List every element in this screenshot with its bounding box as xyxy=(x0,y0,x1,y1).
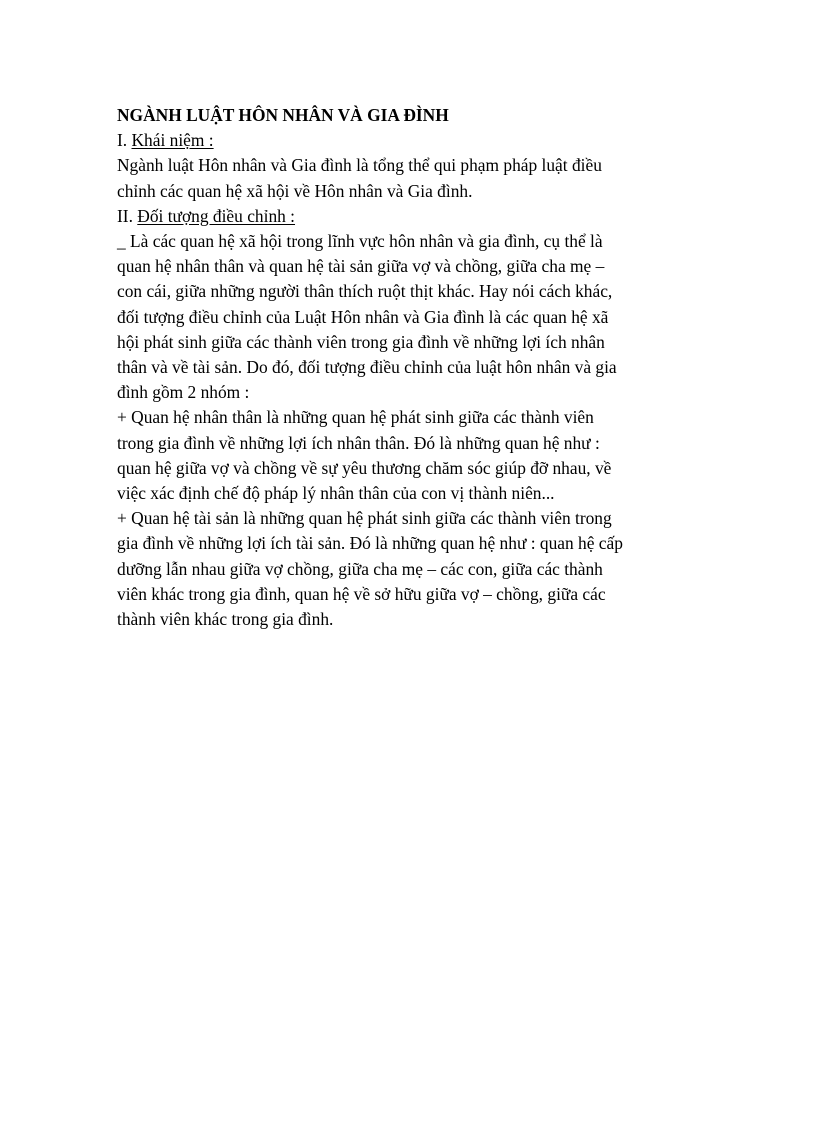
paragraph-line: _ Là các quan hệ xã hội trong lĩnh vực hôn nhân và gia đình, cụ thể là xyxy=(117,231,603,252)
section-number: II. xyxy=(117,205,138,226)
paragraph-line: chỉnh các quan hệ xã hội về Hôn nhân và Gia đình. xyxy=(117,180,473,201)
paragraph-line: quan hệ giữa vợ và chồng về sự yêu thương chăm sóc giúp đỡ nhau, về xyxy=(117,457,612,478)
paragraph-line: quan hệ nhân thân và quan hệ tài sản giữa vợ và chồng, giữa cha mẹ – xyxy=(117,256,605,277)
document-title: NGÀNH LUẬT HÔN NHÂN VÀ GIA ĐÌNH xyxy=(117,105,449,125)
paragraph-line: đình gồm 2 nhóm : xyxy=(117,382,250,403)
paragraph-line: thành viên khác trong gia đình. xyxy=(117,609,334,630)
paragraph-line: viên khác trong gia đình, quan hệ về sở hữu giữa vợ – chồng, giữa các xyxy=(117,583,606,604)
paragraph-line: việc xác định chế độ pháp lý nhân thân của con vị thành niên... xyxy=(117,483,555,504)
section-heading-text: Khái niệm : xyxy=(131,130,214,151)
paragraph-line: dưỡng lẫn nhau giữa vợ chồng, giữa cha mẹ – các con, giữa các thành xyxy=(117,558,603,579)
paragraph-line: thân và về tài sản. Do đó, đối tượng điều chỉnh của luật hôn nhân và gia xyxy=(117,357,617,378)
paragraph-line: + Quan hệ nhân thân là những quan hệ phát sinh giữa các thành viên xyxy=(117,407,594,428)
paragraph-line: trong gia đình về những lợi ích nhân thân. Đó là những quan hệ như : xyxy=(117,432,600,453)
paragraph-line: gia đình về những lợi ích tài sản. Đó là những quan hệ như : quan hệ cấp xyxy=(117,533,623,554)
paragraph-line: + Quan hệ tài sản là những quan hệ phát sinh giữa các thành viên trong xyxy=(117,508,612,529)
paragraph-line: con cái, giữa những người thân thích ruột thịt khác. Hay nói cách khác, xyxy=(117,281,613,302)
document-body xyxy=(117,103,707,632)
section-heading-subject xyxy=(117,204,707,229)
section-number: I. xyxy=(117,130,132,151)
paragraph-line: Ngành luật Hôn nhân và Gia đình là tổng thể qui phạm pháp luật điều xyxy=(117,155,602,176)
paragraph-line: đối tượng điều chỉnh của Luật Hôn nhân và Gia đình là các quan hệ xã xyxy=(117,306,609,327)
section-heading-concept xyxy=(117,128,707,153)
section-heading-text: Đối tượng điều chỉnh : xyxy=(137,205,296,226)
paragraph-line: hội phát sinh giữa các thành viên trong gia đình về những lợi ích nhân xyxy=(117,331,605,352)
